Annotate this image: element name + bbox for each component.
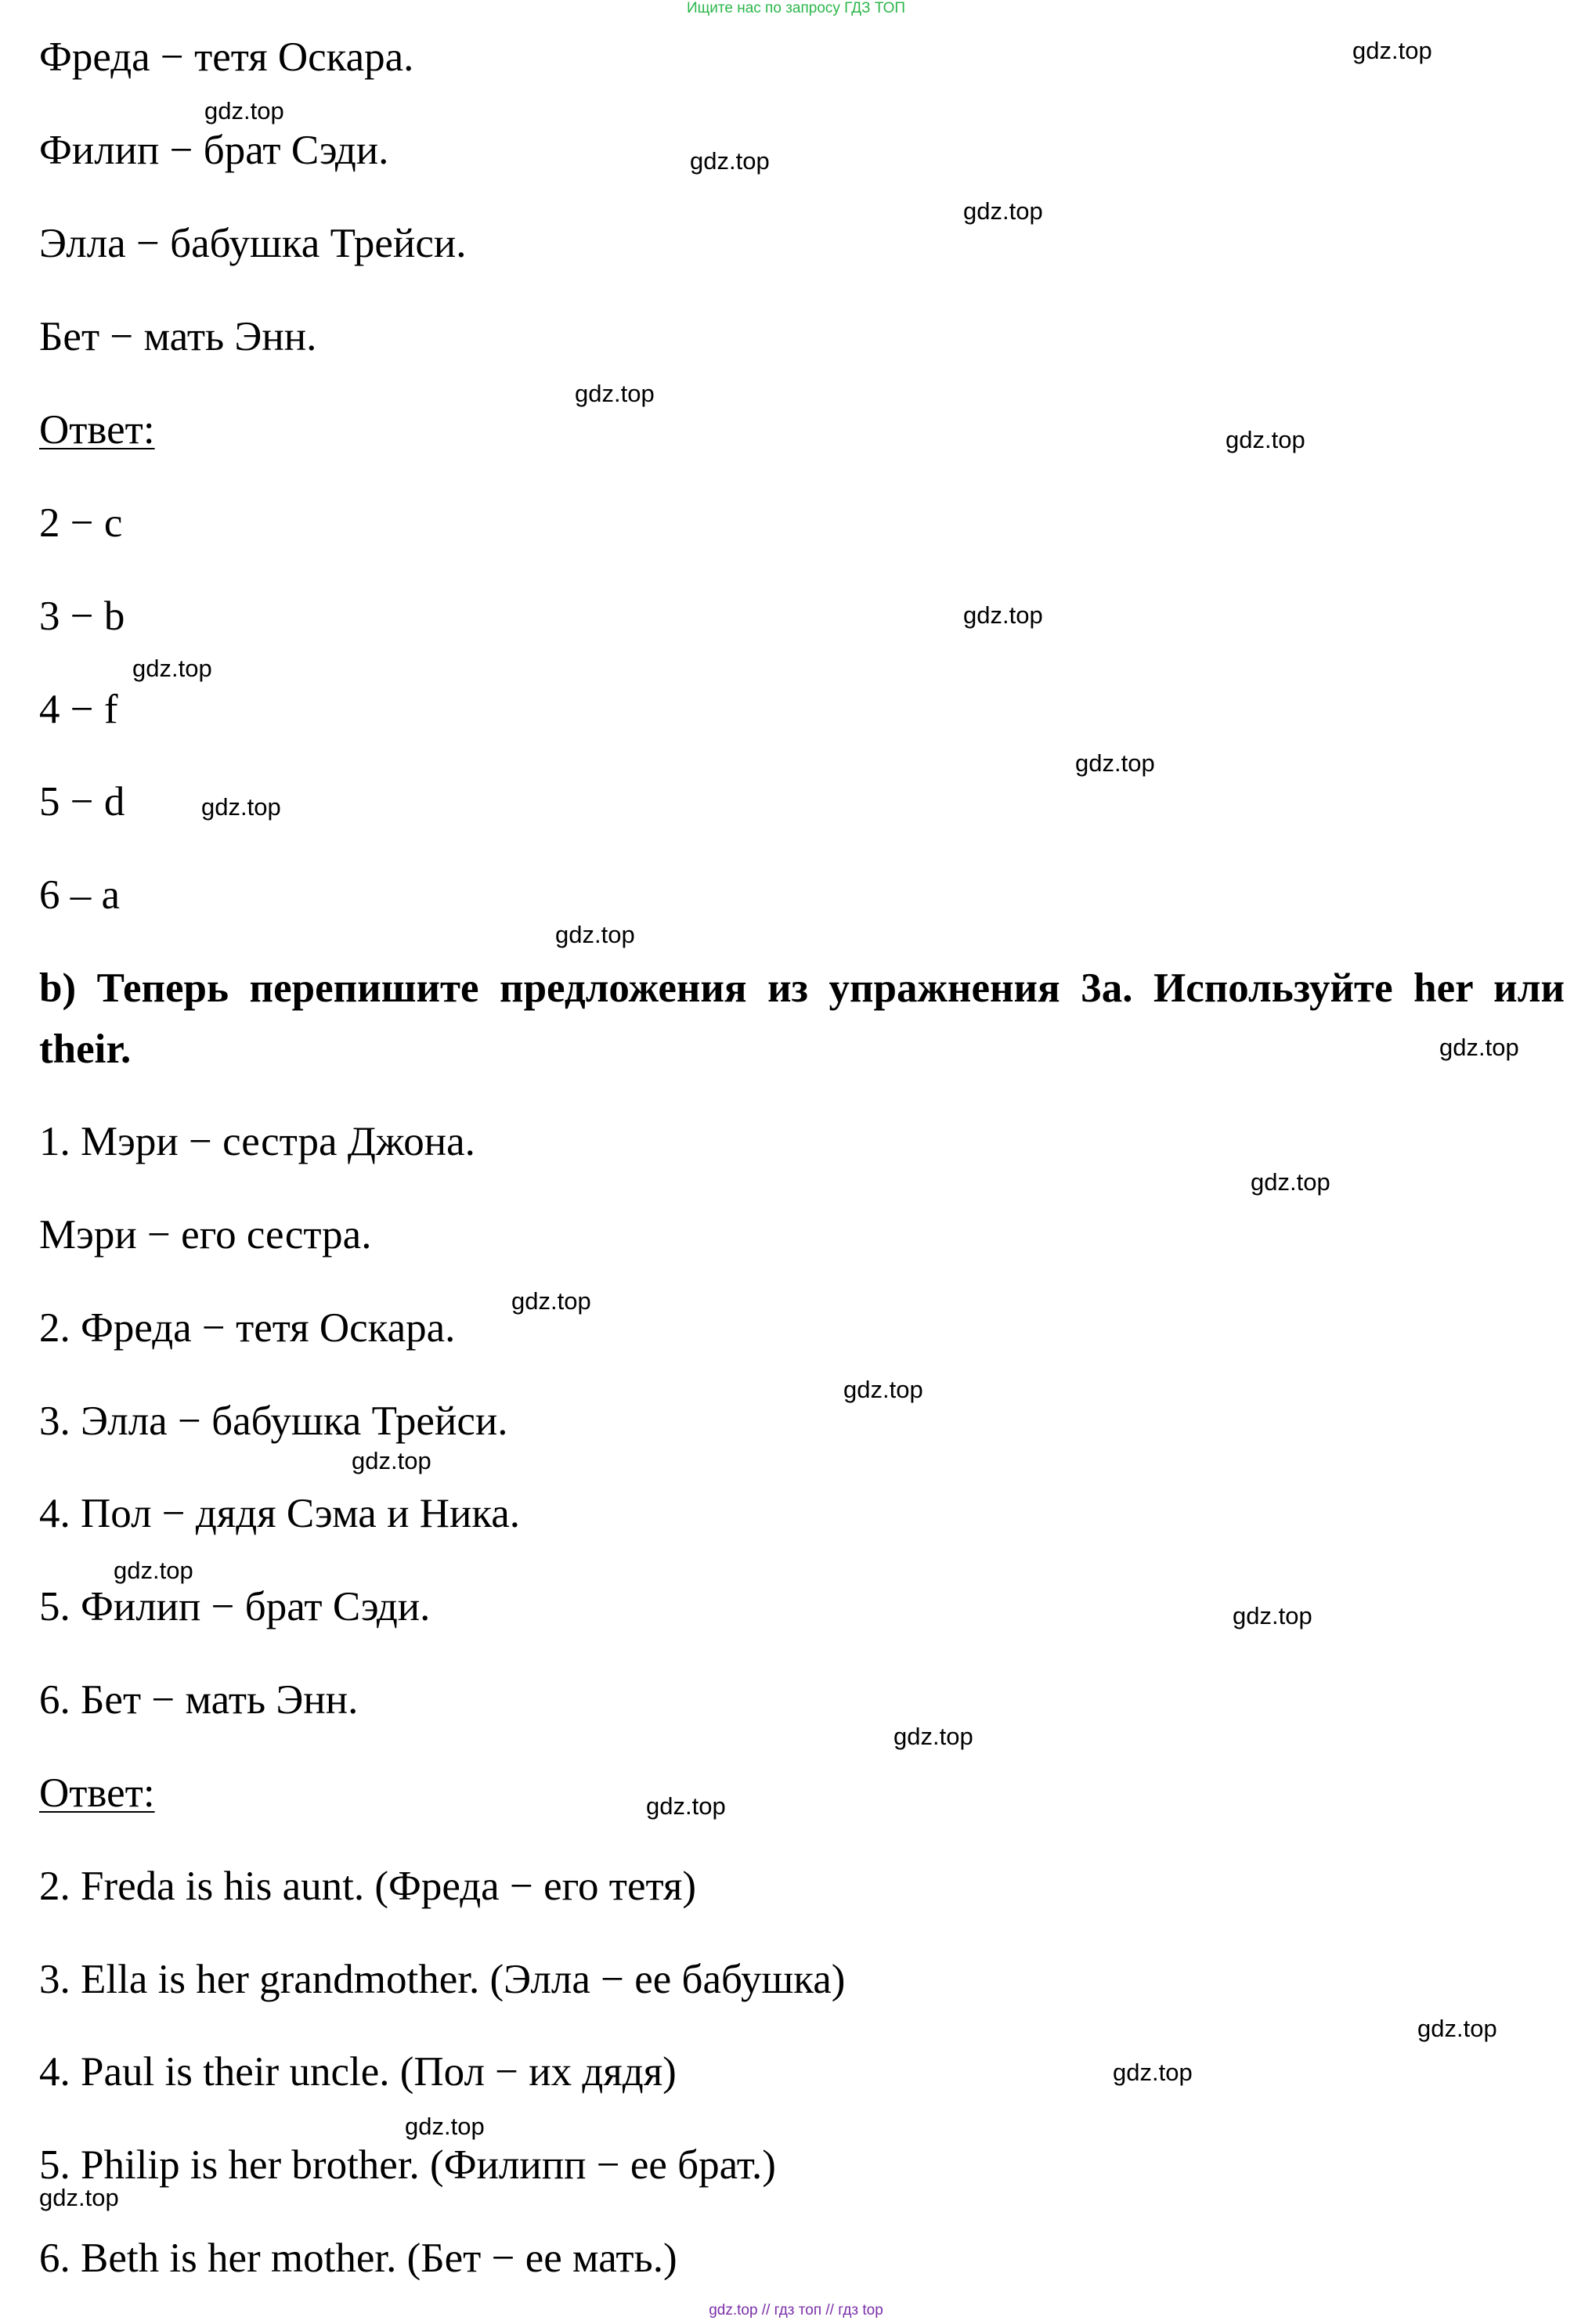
watermark: gdz.top	[201, 793, 281, 821]
sentence-line: 4. Пол − дядя Сэма и Ника.	[39, 1491, 521, 1536]
watermark: gdz.top	[405, 2113, 485, 2140]
watermark: gdz.top	[132, 655, 212, 682]
sentence-line: 5. Филип − брат Сэди.	[39, 1584, 431, 1629]
watermark: gdz.top	[1417, 2015, 1497, 2042]
example-line: Мэри − его сестра.	[39, 1212, 372, 1258]
watermark: gdz.top	[1233, 1602, 1312, 1629]
answer-line: 5 − d	[39, 779, 125, 825]
answer-line: 3 − b	[39, 594, 125, 639]
answer-line: 4 − f	[39, 687, 118, 732]
watermark: gdz.top	[39, 2184, 119, 2211]
answer-line: 2. Freda is his aunt. (Фреда − его тетя)	[39, 1864, 696, 1909]
watermark: gdz.top	[646, 1792, 726, 1820]
exercise-heading: b) Теперь перепишите предложения из упражнения 3a. Используйте her или their.	[39, 965, 1565, 1072]
watermark: gdz.top	[204, 97, 284, 125]
answer-label: Ответ:	[39, 1770, 155, 1816]
example-line: 1. Мэри − сестра Джона.	[39, 1119, 475, 1164]
watermark: gdz.top	[575, 380, 655, 407]
watermark: gdz.top	[555, 921, 635, 948]
watermark: gdz.top	[1352, 37, 1432, 64]
watermark: gdz.top	[963, 601, 1043, 629]
search-hint-banner: Ищите нас по запросу ГДЗ ТОП	[686, 0, 906, 16]
watermark: gdz.top	[1113, 2059, 1193, 2086]
answer-line: 3. Ella is her grandmother. (Элла − ее бабушка)	[39, 1957, 846, 2002]
watermark: gdz.top	[114, 1557, 193, 1584]
answer-line: 6 – a	[39, 872, 121, 918]
answer-line: 6. Beth is her mother. (Бет − ее мать.)	[39, 2236, 677, 2281]
text-line: Фреда − тетя Оскара.	[39, 34, 414, 80]
watermark: gdz.top	[843, 1376, 923, 1403]
watermark: gdz.top	[1075, 749, 1155, 777]
watermark: gdz.top	[511, 1287, 591, 1315]
watermark: gdz.top	[1251, 1168, 1330, 1196]
answer-line: 5. Philip is her brother. (Филипп − ее брат.)	[39, 2142, 776, 2188]
footer-note: gdz.top // гдз топ // гдз top	[709, 2302, 883, 2319]
text-line: Филип − брат Сэди.	[39, 128, 389, 173]
watermark: gdz.top	[1439, 1034, 1519, 1061]
sentence-line: 3. Элла − бабушка Трейси.	[39, 1398, 508, 1444]
answer-line: 4. Paul is their uncle. (Пол − их дядя)	[39, 2049, 677, 2095]
watermark: gdz.top	[690, 147, 770, 175]
watermark: gdz.top	[352, 1447, 431, 1474]
text-line: Элла − бабушка Трейси.	[39, 221, 467, 266]
answer-line: 2 − c	[39, 500, 123, 546]
text-line: Бет − мать Энн.	[39, 314, 317, 359]
watermark: gdz.top	[1226, 426, 1305, 453]
watermark: gdz.top	[893, 1723, 973, 1750]
sentence-line: 6. Бет − мать Энн.	[39, 1677, 359, 1723]
sentence-line: 2. Фреда − тетя Оскара.	[39, 1305, 456, 1351]
answer-label: Ответ:	[39, 407, 155, 453]
watermark: gdz.top	[963, 197, 1043, 225]
